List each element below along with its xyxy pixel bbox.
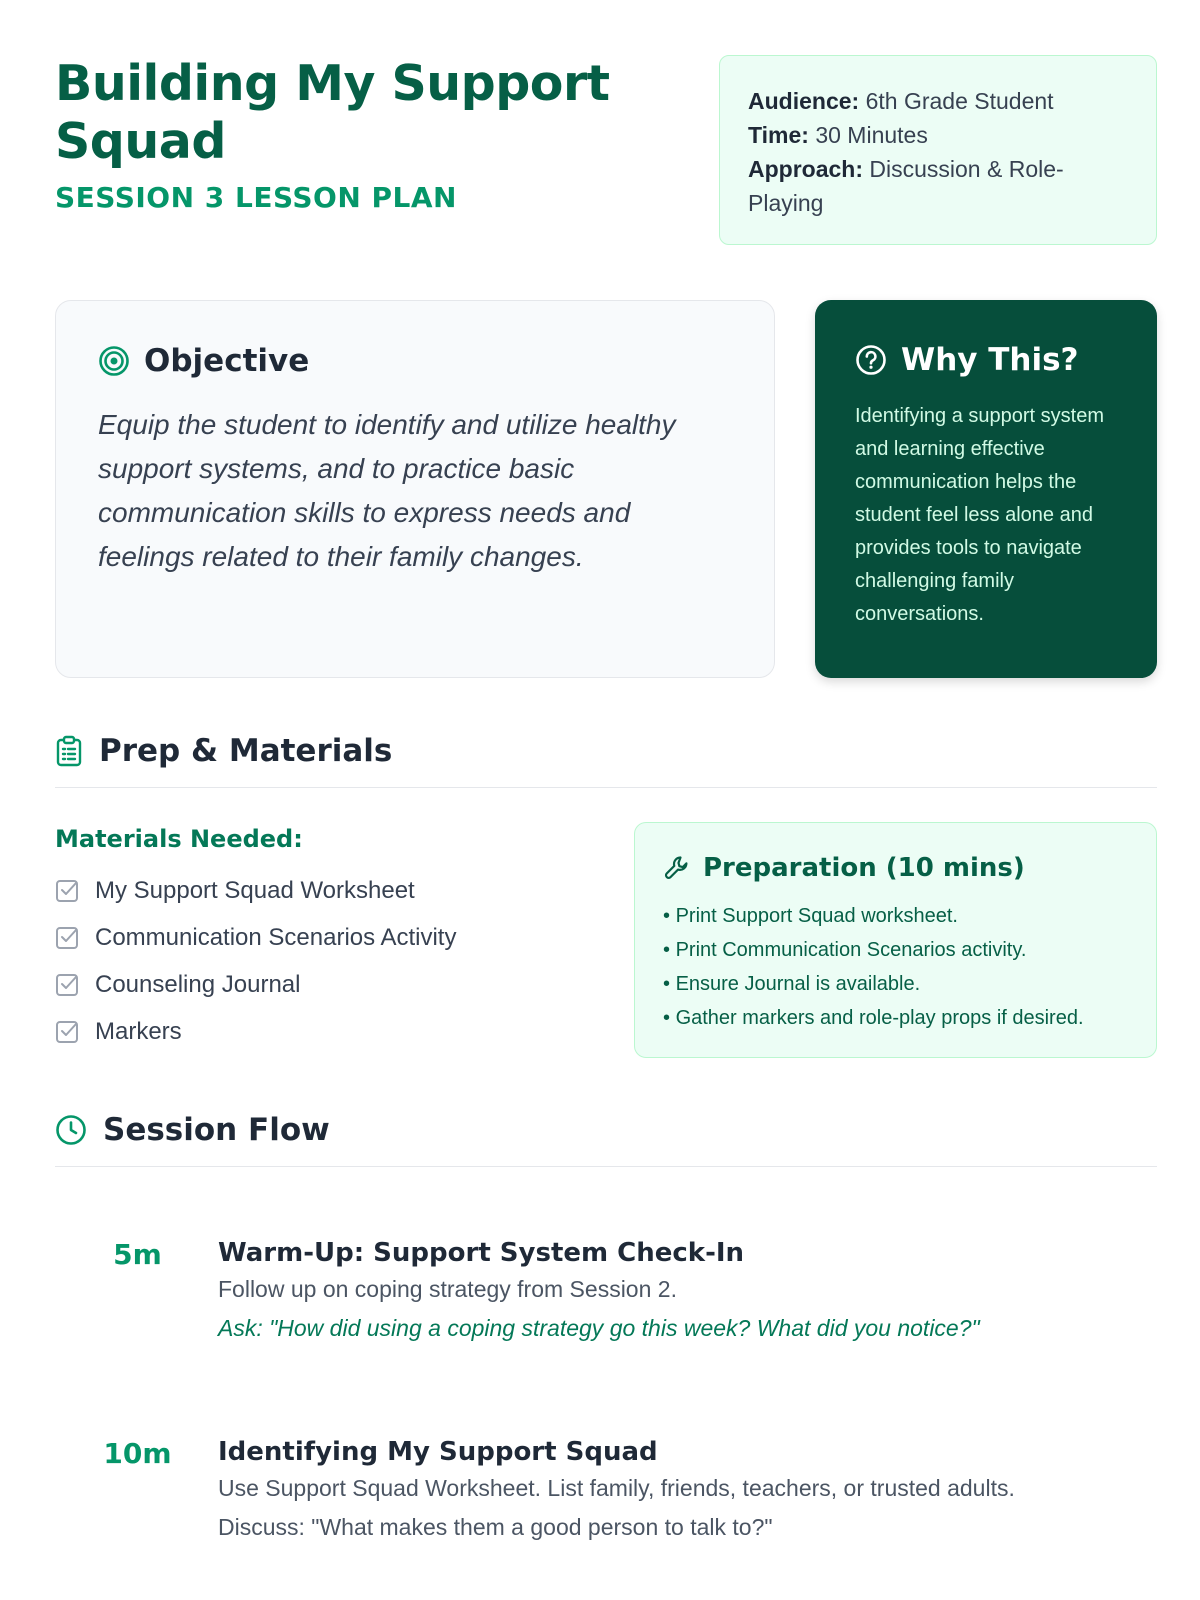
material-item bbox=[55, 1008, 615, 1055]
preparation-header bbox=[663, 853, 1128, 883]
why-this-card bbox=[815, 300, 1157, 678]
page-title: Building My Support Squad bbox=[55, 55, 610, 170]
prep-section-header bbox=[55, 733, 1157, 788]
material-label: Markers bbox=[95, 1017, 182, 1045]
preparation-item: • Ensure Journal is available. bbox=[663, 967, 1128, 1001]
lesson-meta-box bbox=[719, 55, 1157, 245]
meta-audience-value: 6th Grade Student bbox=[865, 88, 1054, 114]
meta-time-value: 30 Minutes bbox=[815, 122, 928, 148]
checkbox-checked-icon bbox=[55, 1019, 81, 1045]
flow-step-body bbox=[218, 1437, 1148, 1541]
meta-audience-label: Audience: bbox=[748, 88, 860, 114]
why-heading: Why This? bbox=[901, 342, 1079, 378]
meta-approach bbox=[748, 152, 1128, 220]
flow-step-time: 5m bbox=[113, 1238, 162, 1271]
preparation-item: • Gather markers and role-play props if desired. bbox=[663, 1001, 1128, 1035]
preparation-item: • Print Communication Scenarios activity. bbox=[663, 933, 1128, 967]
material-item bbox=[55, 867, 615, 914]
meta-approach-label: Approach: bbox=[748, 156, 863, 182]
preparation-item: • Print Support Squad worksheet. bbox=[663, 899, 1128, 933]
flow-section-header bbox=[55, 1112, 1157, 1167]
checkbox-checked-icon bbox=[55, 925, 81, 951]
flow-section-heading: Session Flow bbox=[103, 1112, 330, 1148]
material-label: Communication Scenarios Activity bbox=[95, 923, 457, 951]
preparation-box bbox=[634, 822, 1157, 1058]
flow-step-ask: Ask: "How did using a coping strategy go this week? What did you notice?" bbox=[218, 1315, 980, 1341]
clock-icon bbox=[55, 1114, 87, 1146]
checkbox-checked-icon bbox=[55, 878, 81, 904]
preparation-list bbox=[663, 899, 1128, 1035]
checkbox-checked-icon bbox=[55, 972, 81, 998]
clipboard-icon bbox=[55, 735, 83, 767]
meta-audience bbox=[748, 84, 1128, 118]
flow-step-discuss: Discuss: "What makes them a good person to talk to?" bbox=[218, 1514, 773, 1540]
material-label: Counseling Journal bbox=[95, 970, 301, 998]
objective-heading: Objective bbox=[144, 343, 310, 379]
meta-approach-value: Discussion & Role-Playing bbox=[748, 156, 1064, 216]
objective-card bbox=[55, 300, 775, 678]
target-icon bbox=[98, 345, 130, 377]
flow-step-title: Warm-Up: Support System Check-In bbox=[218, 1238, 745, 1268]
flow-step-time: 10m bbox=[103, 1437, 172, 1470]
meta-time-label: Time: bbox=[748, 122, 809, 148]
page-subtitle: SESSION 3 LESSON PLAN bbox=[55, 181, 457, 214]
prep-section-heading: Prep & Materials bbox=[99, 733, 393, 769]
material-item bbox=[55, 961, 615, 1008]
question-circle-icon bbox=[855, 344, 887, 376]
flow-step-desc: Use Support Squad Worksheet. List family, friends, teachers, or trusted adults. bbox=[218, 1475, 1015, 1501]
material-label: My Support Squad Worksheet bbox=[95, 876, 415, 904]
wrench-icon bbox=[663, 854, 691, 882]
meta-time bbox=[748, 118, 1128, 152]
why-text: Identifying a support system and learning effective communication helps the student feel less alone and provides tools to navigate challenging family conversations. bbox=[855, 405, 1105, 625]
flow-step-desc: Follow up on coping strategy from Session 2. bbox=[218, 1276, 677, 1302]
objective-text: Equip the student to identify and utilize healthy support systems, and to practice basic communication skills to express needs and feelings related to their family changes. bbox=[98, 409, 676, 572]
materials-heading: Materials Needed: bbox=[55, 825, 303, 853]
material-item bbox=[55, 914, 615, 961]
objective-header bbox=[98, 343, 732, 379]
page-header bbox=[55, 55, 675, 214]
preparation-heading: Preparation (10 mins) bbox=[703, 853, 1025, 883]
why-header bbox=[855, 342, 1117, 378]
flow-step-title: Identifying My Support Squad bbox=[218, 1437, 658, 1467]
flow-step-body bbox=[218, 1238, 1148, 1342]
materials-list bbox=[55, 825, 615, 1055]
